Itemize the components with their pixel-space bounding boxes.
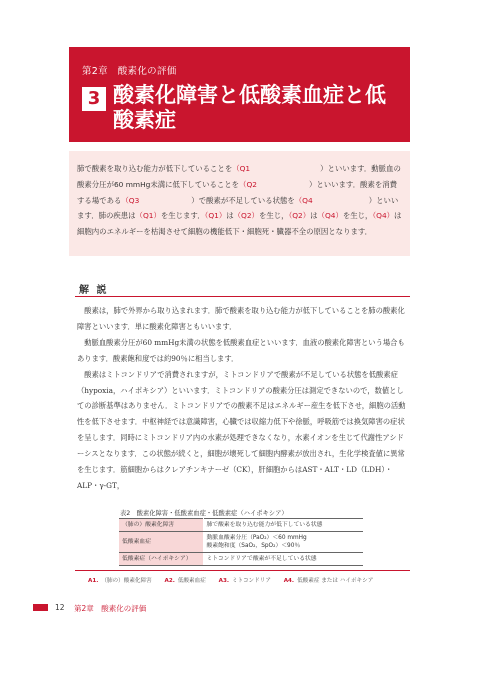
answer-item: A1. （肺の）酸素化障害 xyxy=(88,578,152,584)
table-term: 低酸素血症 xyxy=(119,532,203,553)
footer-chapter: 第2章 酸素化の評価 xyxy=(74,604,147,613)
page-title: 酸素化障害と低酸素血症と低酸素症 xyxy=(113,83,386,132)
footer-accent-bar xyxy=(33,604,48,611)
table-row xyxy=(119,553,363,566)
answer-divider xyxy=(75,570,410,571)
answer-key xyxy=(88,576,408,584)
body-text xyxy=(77,303,406,494)
answer-item: A2. 低酸素血症 xyxy=(164,578,206,584)
page-number: 12 xyxy=(55,603,65,612)
table-definition: 肺で酸素を取り込む能力が低下している状態 xyxy=(203,519,363,532)
table-term: 低酸素症（ハイポキシア） xyxy=(119,553,203,566)
table-row xyxy=(119,519,363,532)
answer-item: A4. 低酸素症 または ハイポキシア xyxy=(283,578,374,584)
paragraph: 動脈血酸素分圧が60 mmHg未満の状態を低酸素血症といいます．血液の酸素化障害という場合もあります．酸素飽和度では約90％に相当します． xyxy=(77,337,405,363)
answer-item: A3. ミトコンドリア xyxy=(218,578,271,584)
table-title: 表2 酸素化障害・低酸素血症・低酸素症（ハイポキシア） xyxy=(120,510,288,517)
definition-table xyxy=(119,518,363,566)
table-definition: 動脈血酸素分圧（PaO₂）＜60 mmHg 酸素飽和度（SaO₂，SpO₂）＜90％ xyxy=(203,532,363,553)
paragraph: 酸素は，肺で外界から取り込まれます．肺で酸素を取り込む能力が低下していることを肺の酸素化障害といいます．単に酸素化障害ともいいます． xyxy=(77,306,405,331)
intro-text: 肺で酸素を取り込む能力が低下していることを（Q1 ）といいます．動脈血の酸素分圧が60 mmHg未満に低下していることを（Q2 ）といいます．酸素を消費する場である（Q3 ）で酸素が不足している状態を（Q4 ）といいます．肺の疾患は（Q1）を生じます．（Q1）は（Q2）を生じ，（Q2）は（Q4）を生じ，（Q4）は細胞内のエネルギーを枯渇させて細胞の機能低下・細胞死・臓器不全の原因となります． xyxy=(77,164,402,237)
section-divider xyxy=(75,296,410,297)
section-number: 3 xyxy=(82,87,106,111)
table-definition: ミトコンドリアで酸素が不足している状態 xyxy=(203,553,363,566)
table-row xyxy=(119,532,363,553)
table-term: （肺の）酸素化障害 xyxy=(119,519,203,532)
chapter-label: 第2章 酸素化の評価 xyxy=(82,66,177,77)
paragraph: 酸素はミトコンドリアで消費されますが，ミトコンドリアで酸素が不足している状態を低酸素症（hypoxia，ハイポキシア）といいます．ミトコンドリアの酸素分圧は測定できないので，数値としての診断基準はありません．ミトコンドリアでの酸素不足はエネルギー産生を低下させ，細胞の活動性を低下させます．中枢神経では意識障害，心臓では収縮力低下や徐脈，呼吸筋では換気障害の症状を呈します．同時にミトコンドリア内の水素が処理できなくなり，水素イオンを生じて代謝性アシドーシスとなります．この状態が続くと，細胞が壊死して細胞内酵素が放出され，生化学検査値に異常を生じます．筋細胞からはクレアチンキナーゼ（CK），肝細胞からはAST・ALT・LD（LDH）・ALP・γ-GT， xyxy=(77,369,406,490)
section-heading: 解 説 xyxy=(79,285,109,296)
